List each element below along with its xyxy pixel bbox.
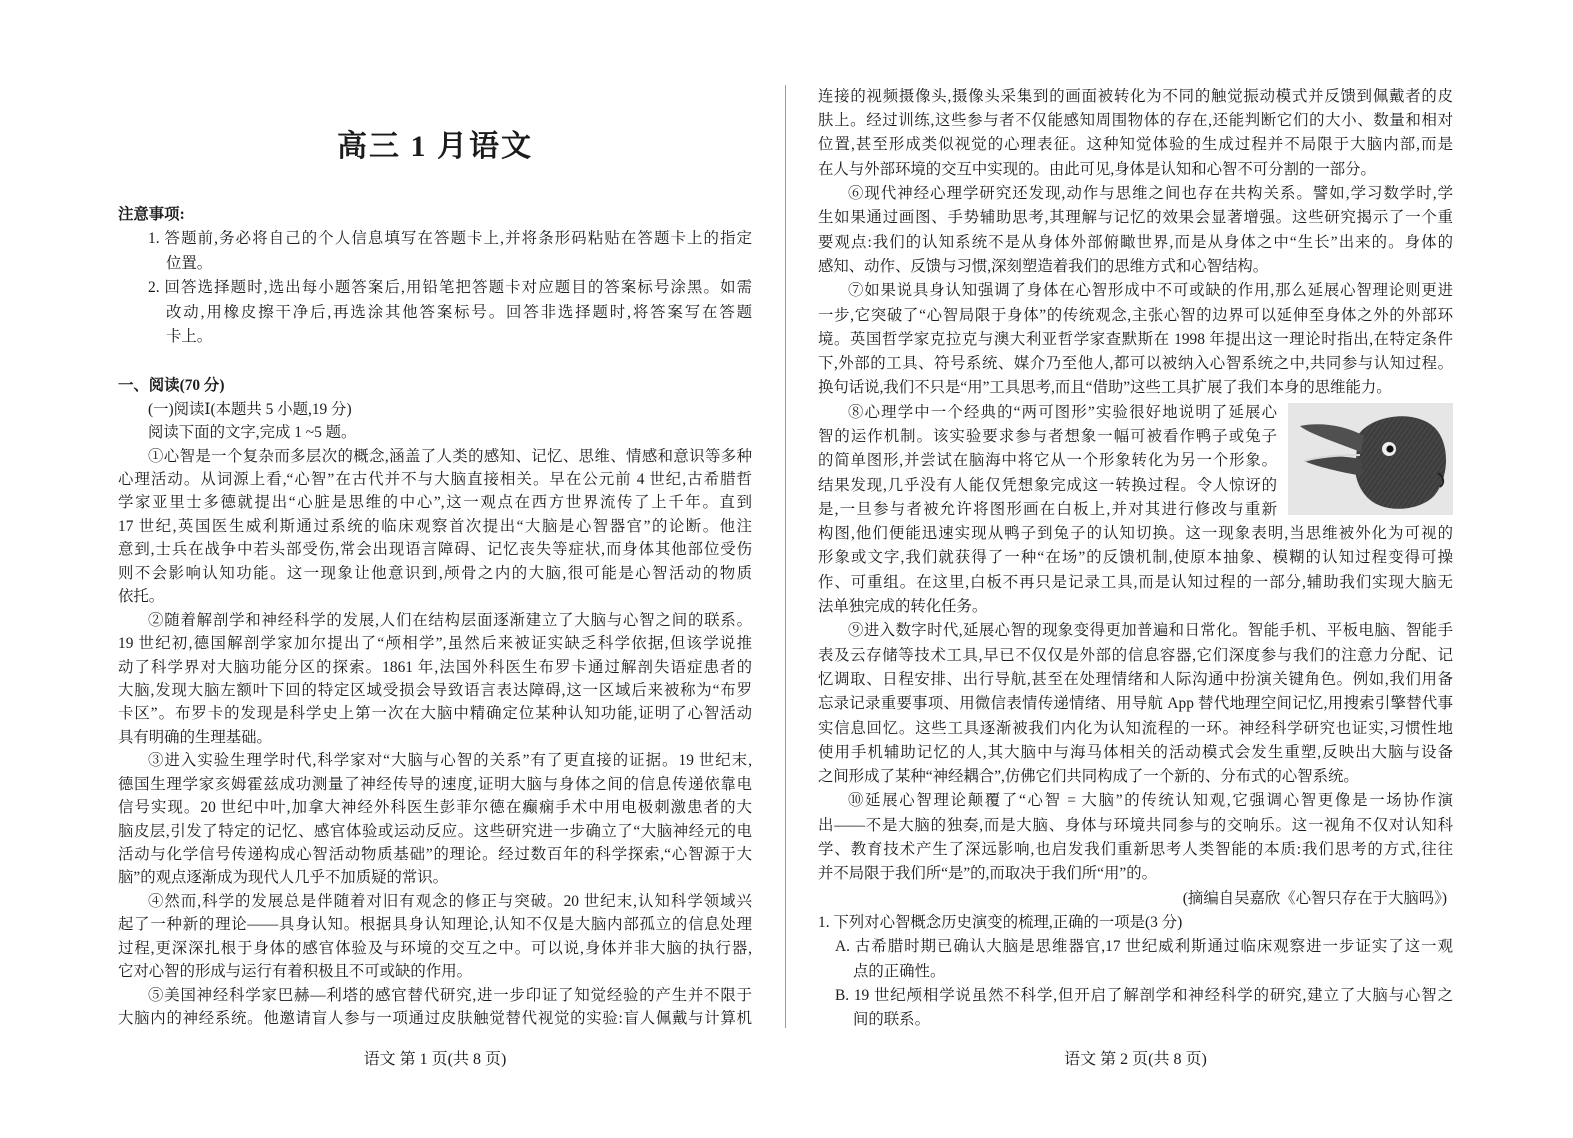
text-line: 法单独完成的转化任务。 [818,598,988,616]
text-line: ②随着解剖学和神经科学的发展,人们在结构层面逐渐建立了大脑与心智之间的联系。 [148,611,752,629]
text-line: 表及云存储等技术工具,早已不仅仅是外部的信息容器,它们深度参与我们的注意力分配、记 [818,646,1453,664]
text-line: 境。英国哲学家克拉克与澳大利亚哲学家查默斯在 1998 年提出这一理论时指出,在特定条件 [818,330,1453,348]
subsection-heading: (一)阅读Ⅰ(本题共 5 小题,19 分) [148,400,352,418]
page-1-footer: 语文 第 1 页(共 8 页) [363,1051,507,1068]
text-line: 点的正确性。 [853,962,946,980]
paragraph-6 [818,182,1453,279]
text-line: 是,一旦参与者被允许将图形画在白板上,并对其进行修改与重新 [818,500,1277,518]
paragraph-10 [818,789,1453,886]
text-line: 具有明确的生理基础。 [118,728,272,746]
page-2-column [818,85,1453,1033]
text-line: ⑦如果说具身认知强调了身体在心智形成中不可或缺的作用,那么延展心智理论则更进 [848,282,1453,300]
text-line: 卡区”。布罗卡的发现是科学史上第一次在大脑中精确定位某种认知功能,证明了心智活动 [118,705,752,723]
text-line: 改动,用橡皮擦干净后,再选涂其他答案标号。回答非选择题时,将答案写在答题 [166,303,752,321]
reading-section [118,374,752,1030]
question-1-option-b [818,984,1453,1033]
text-line: 并不局限于我们所“是”的,而取决于我们所“用”的。 [818,865,1157,883]
text-line: 2. 回答选择题时,选出每小题答案后,用铅笔把答题卡对应题目的答案标号涂黑。如需 [148,279,752,297]
paragraph-5-continued [818,85,1453,182]
page-2-footer: 语文 第 2 页(共 8 页) [1064,1051,1207,1068]
duck-rabbit-figure [1288,403,1453,515]
text-line: 动了科学界对大脑功能分区的探索。1861 年,法国外科医生布罗卡通过解剖失语症患者的 [118,658,752,676]
question-1-option-a [818,935,1453,984]
text-line: 学、教育技术产生了深远影响,也启发我们重新思考人类智能的本质:我们思考的方式,往往 [818,841,1453,859]
text-line: 结果发现,几乎没有人能仅凭想象完成这一转换过程。令人惊讶的 [818,476,1277,494]
paragraph-3 [118,749,752,890]
text-line: 卡上。 [166,327,213,345]
text-line: 使用手机辅助记忆的人,其大脑中与海马体相关的活动模式会发生重塑,反映出大脑与设备 [818,743,1453,761]
text-line: 位置。 [166,254,213,272]
text-line: 忆调取、日程安排、出行导航,甚至在处理情绪和人际沟通中扮演关键角色。例如,我们用备 [818,670,1453,688]
paragraph-5 [118,984,752,1031]
text-line: 忘录记录重要事项、用微信表情传递情绪、用导航 App 替代地理空间记忆,用搜索引擎替代事 [818,695,1453,713]
text-line: 换句话说,我们不只是“用”工具思考,而且“借助”这些工具扩展了我们本身的思维能力。 [818,379,1392,397]
text-line: 意到,士兵在战争中若头部受伤,常会出现语言障碍、记忆丧失等症状,而身体其他部位受伤 [118,541,752,559]
text-line: 过程,更深深扎根于身体的感官体验及与环境的交互之中。可以说,身体并非大脑的执行器, [118,939,752,957]
text-line: 肤上。经过训练,这些参与者不仅能感知周围物体的存在,还能判断它们的大小、数量和相对 [818,112,1453,130]
text-line: 活动与化学信号传递构成心智活动物质基础”的理论。经过数百年的科学探索,“心智源于大 [118,846,752,864]
text-line: 19 世纪初,德国解剖学家加尔提出了“颅相学”,虽然后来被证实缺乏科学依据,但该学说推 [118,635,752,653]
notice-item-1 [118,227,752,276]
text-line: 德国生理学家亥姆霍兹成功测量了神经传导的速度,证明大脑与身体之间的信息传递依靠电 [118,775,752,793]
text-line: 大脑内的神经系统。他邀请盲人参与一项通过皮肤触觉替代视觉的实验:盲人佩戴与计算机 [118,1010,752,1028]
notice-block [118,203,752,349]
text-line: 作、可重组。在这里,白板不再只是记录工具,而是认知过程的一部分,辅助我们实现大脑无 [818,573,1453,591]
text-line: 连接的视频摄像头,摄像头采集到的画面被转化为不同的触觉振动模式并反馈到佩戴者的皮 [818,87,1453,105]
text-line: 脑”的观点逐渐成为现代人几乎不加质疑的常识。 [118,869,449,887]
text-line: 感知、动作、反馈与习惯,深刻塑造着我们的思维方式和心智结构。 [818,257,1269,275]
text-line: 起了一种新的理论——具身认知。根据具身认知理论,认知不仅是大脑内部孤立的信息处理 [118,916,752,934]
paragraph-4 [118,890,752,984]
text-line: ⑧心理学中一个经典的“两可图形”实验很好地说明了延展心 [848,403,1277,421]
text-line: 1. 答题前,务必将自己的个人信息填写在答题卡上,并将条形码粘贴在答题卡上的指定 [148,230,752,248]
text-line: 在人与外部环境的交互中实现的。由此可见,身体是认知和心智不可分割的一部分。 [818,160,1376,178]
text-line: 一步,它突破了“心智局限于身体”的传统观念,主张心智的边界可以延伸至身体之外的外部环 [818,306,1453,324]
text-line: 的简单图形,并尝试在脑海中将它从一个形象转化为另一个形象。 [818,452,1277,470]
text-line: 则不会影响认知功能。这一现象让他意识到,颅骨之内的大脑,很可能是心智活动的物质 [118,564,752,582]
text-line: 之间形成了某种“神经耦合”,仿佛它们共同构成了一个新的、分布式的心智系统。 [818,768,1359,786]
text-line: 构图,他们便能迅速实现从鸭子到兔子的认知切换。这一现象表明,当思维被外化为可视的 [818,525,1453,543]
text-line: 出——不是大脑的独奏,而是大脑、身体与环境共同参与的交响乐。这一视角不仅对认知科 [818,816,1453,834]
notice-item-2 [118,276,752,349]
text-line: 生如果通过画图、手势辅助思考,其理解与记忆的效果会显著增强。这些研究揭示了一个重 [818,209,1453,227]
source-citation: (摘编自吴嘉欣《心智只存在于大脑吗》) [1182,889,1447,907]
text-line: 学家亚里士多德就提出“心脏是思维的中心”,这一观点在西方世界流传了上千年。直到 [118,494,752,512]
text-line: ⑥现代神经心理学研究还发现,动作与思维之间也存在共构关系。譬如,学习数学时,学 [848,185,1453,203]
paragraph-7 [818,279,1453,400]
text-line: 位置,甚至形成类似视觉的心理表征。这种知觉体验的生成过程并不局限于大脑内部,而是 [818,136,1453,154]
text-line: 17 世纪,英国医生威利斯通过系统的临床观察首次提出“大脑是心智器官”的论断。他注 [118,517,752,535]
paragraph-2 [118,609,752,750]
notice-heading: 注意事项: [118,206,185,223]
text-line: B. 19 世纪颅相学说虽然不科学,但开启了解剖学和神经科学的研究,建立了大脑与心智之 [835,986,1453,1004]
text-line: ③进入实验生理学时代,科学家对“大脑与心智的关系”有了更直接的证据。19 世纪末, [148,752,752,770]
text-line: 脑皮层,引发了特定的记忆、感官体验或运动反应。这些研究进一步确立了“大脑神经元的电 [118,822,752,840]
text-line: ④然而,科学的发展总是伴随着对旧有观念的修正与突破。20 世纪末,认知科学领域兴 [148,892,752,910]
text-line: 它对心智的形成与运行有着积极且不可或缺的作用。 [118,963,472,981]
text-line: ⑤美国神经科学家巴赫—利塔的感官替代研究,进一步印证了知觉经验的产生并不限于 [148,986,752,1004]
text-line: 要观点:我们的认知系统不是从身体外部俯瞰世界,而是从身体之中“生长”出来的。身体的 [818,233,1453,251]
text-line: 形象或文字,我们就获得了一种“在场”的反馈机制,使原本抽象、模糊的认知过程变得可操 [818,549,1453,567]
text-line: 智的运作机制。该实验要求参与者想象一幅可被看作鸭子或兔子 [818,428,1277,445]
text-line: ⑩延展心智理论颠覆了“心智 = 大脑”的传统认知观,它强调心智更像是一场协作演 [848,792,1453,810]
exam-title: 高三 1 月语文 [337,130,533,163]
text-line: 实信息回忆。这些工具逐渐被我们内化为认知流程的一环。神经科学研究也证实,习惯性地 [818,719,1453,737]
text-line: 信号实现。20 世纪中叶,加拿大神经外科医生彭菲尔德在癫痫手术中用电极刺激患者的大 [118,799,752,817]
text-line: 间的联系。 [853,1011,930,1029]
text-line: ①心智是一个复杂而多层次的概念,涵盖了人类的感知、记忆、思维、情感和意识等多种 [148,447,752,465]
text-line: 大脑,发现大脑左额叶下回的特定区域受损会导致语言表达障碍,这一区域后来被称为“布罗 [118,681,752,699]
text-line: 心理活动。从词源上看,“心智”在古代并不与大脑直接相关。早在公元前 4 世纪,古希腊哲 [118,471,752,489]
paragraph-1 [118,445,752,609]
text-line: A. 古希腊时期已确认大脑是思维器官,17 世纪威利斯通过临床观察进一步证实了这一观 [835,938,1453,956]
text-line: ⑨进入数字时代,延展心智的现象变得更加普遍和日常化。智能手机、平板电脑、智能手 [848,622,1453,640]
text-line: 下,外部的工具、符号系统、媒介乃至他人,都可以被纳入心智系统之中,共同参与认知过程。 [818,355,1453,373]
column-divider [785,85,786,1028]
section-heading: 一、阅读(70 分) [118,377,225,395]
text-line: 依托。 [118,588,165,606]
paragraph-9 [818,619,1453,789]
question-1-stem: 1. 下列对心智概念历史演变的梳理,正确的一项是(3 分) [818,913,1183,931]
reading-instruction: 阅读下面的文字,完成 1 ~5 题。 [148,424,357,442]
